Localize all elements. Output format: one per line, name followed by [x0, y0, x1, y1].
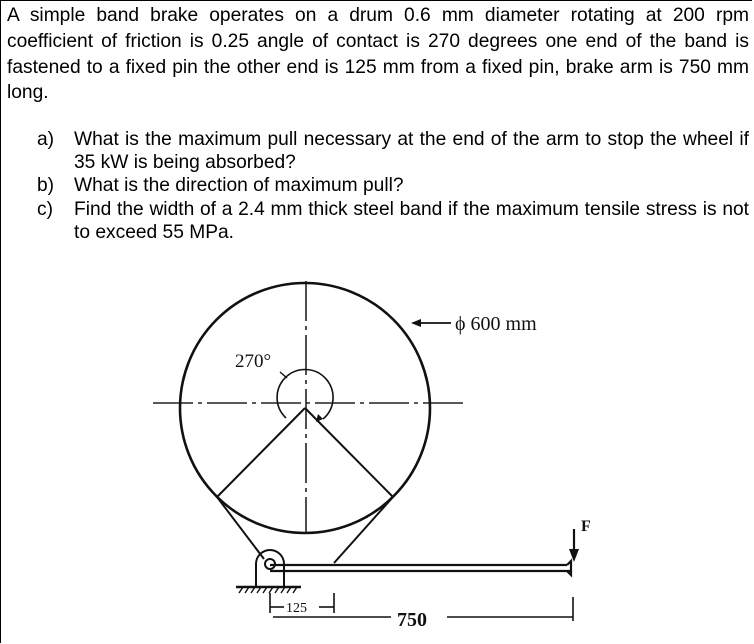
- center-lines: [153, 281, 467, 533]
- radial-line-right: [305, 408, 393, 497]
- question-list: [37, 128, 749, 244]
- problem-statement: A simple band brake operates on a drum 0.6 mm diameter rotating at 200 rpm coefficient of friction is 0.25 angle of contact is 270 degrees one end of the band is fastened to a fixed pin the other end is 125 mm from a fixed pin, brake arm is 750 mm long.: [7, 5, 749, 104]
- arm-length-label: 750: [397, 609, 427, 631]
- question-item: [37, 128, 749, 174]
- radial-line-left: [217, 408, 305, 497]
- question-label: b): [37, 175, 55, 197]
- force-label: F: [581, 518, 591, 535]
- angle-label: 270°: [235, 351, 272, 372]
- band-ends: [217, 497, 393, 563]
- question-item: [37, 198, 749, 244]
- question-label: a): [37, 129, 55, 150]
- diameter-arrowhead: [411, 319, 421, 327]
- fixed-pin-support: [236, 550, 301, 587]
- band-end-lever: [334, 497, 393, 563]
- brake-arm: [270, 561, 571, 575]
- question-text: What is the maximum pull necessary at the end of the arm to stop the wheel if 35 kW is being absorbed?: [74, 129, 749, 174]
- radial-lines: [217, 408, 393, 497]
- angle-leader: [280, 372, 287, 378]
- question-label: c): [37, 198, 53, 220]
- question-text: What is the direction of maximum pull?: [74, 175, 404, 197]
- pin-offset-label: 125: [286, 601, 307, 616]
- question-text: Find the width of a 2.4 mm thick steel band if the maximum tensile stress is not to exceed 55 MPa.: [74, 198, 749, 243]
- diameter-label: ϕ 600 mm: [455, 313, 537, 335]
- band-brake-diagram: [141, 263, 611, 644]
- question-item: [37, 174, 749, 197]
- band-end-fixed: [217, 497, 264, 559]
